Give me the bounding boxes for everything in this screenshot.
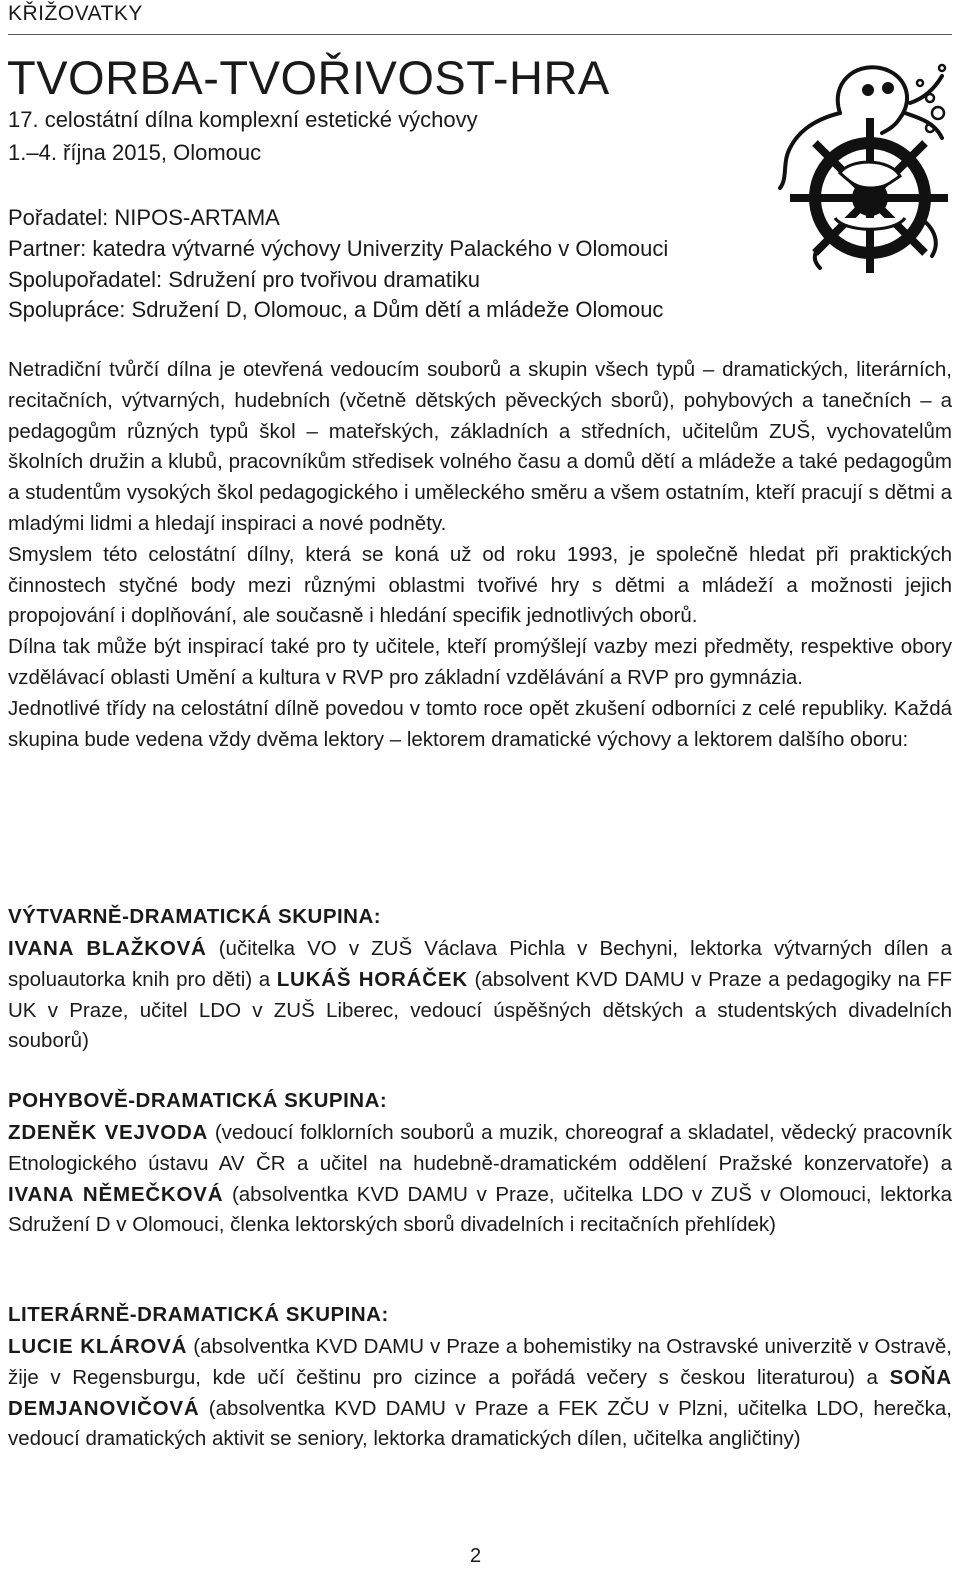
organizer-line: Pořadatel: NIPOS-ARTAMA	[8, 205, 280, 230]
lector-name: SOŇA DEMJANOVIČOVÁ	[8, 1365, 952, 1420]
lector-name: LUCIE KLÁROVÁ	[8, 1335, 188, 1358]
intro-text	[8, 355, 952, 755]
group-body-literary-drama	[8, 1332, 952, 1455]
group-title-literary-drama: LITERÁRNĚ-DRAMATICKÁ SKUPINA:	[8, 1303, 389, 1326]
co-organizer-line: Spolupořadatel: Sdružení pro tvořivou dramatiku	[8, 266, 481, 292]
lector-name: ZDENĚK VEJVODA	[8, 1121, 209, 1144]
intro-paragraph: Netradiční tvůrčí dílna je otevřená vedoucím souborů a skupin všech typů – dramatických, literárních, recitačních, výtvarných, hudebních (včetně dětských pěveckých sborů), pohybových a tanečních – a pedagogům různých typů škol – mateřských, základních a středních, učitelům ZUŠ, vychovatelům školních družin a klubů, pracovníkům středisek volného času a domů dětí a mládeže a také pedagogům a studentům vysokých škol pedagogického i uměleckého směru a všem ostatním, kteří pracují s dětmi a mladými lidmi a hledají inspiraci a nové podněty.	[8, 358, 952, 535]
lector-name: IVANA NĚMEČKOVÁ	[8, 1182, 224, 1206]
group-title-visual-drama: VÝTVARNĚ-DRAMATICKÁ SKUPINA:	[8, 905, 382, 928]
cooperation-line: Spolupráce: Sdružení D, Olomouc, a Dům dětí a mládeže Olomouc	[8, 297, 664, 323]
event-dates: 1.–4. října 2015, Olomouc	[8, 140, 262, 165]
intro-paragraph: Dílna tak může být inspirací také pro ty učitele, kteří promýšlejí vazby mezi předměty, respektive obory vzdělávací oblasti Umění a kultura v RVP pro základní vzdělávání a RVP pro gymnázia.	[8, 635, 952, 689]
page-number: 2	[470, 1545, 482, 1567]
section-header	[8, 0, 952, 35]
event-subtitle: 17. celostátní dílna komplexní estetické výchovy	[8, 107, 478, 132]
octopus-wheel-logo	[770, 58, 950, 273]
lector-name: LUKÁŠ HORÁČEK	[276, 967, 468, 991]
group-body-visual-drama	[8, 934, 952, 1057]
lector-bio: (vedoucí folklorních souborů a muzik, choreograf a skladatel, vědecký pracovník Etnologického ústavu AV ČR a učitel na hudebně-dramatickém oddělení Pražské konzervatoře) a	[8, 1121, 952, 1175]
lector-bio: (absolvent KVD DAMU v Praze a pedagogiky na FF UK v Praze, učitel LDO v ZUŠ Liberec, vedoucí úspěšných dětských a studentských divadelních souborů)	[8, 967, 952, 1053]
lector-bio: (absolventka KVD DAMU v Praze a FEK ZČU v Plzni, učitelka LDO, herečka, vedoucí dramatických aktivit se seniory, lektorka dramatických dílen, učitelka angličtiny)	[8, 1396, 952, 1451]
lector-name: IVANA BLAŽKOVÁ	[8, 937, 207, 960]
lector-bio: (absolventka KVD DAMU v Praze, učitelka LDO v ZUŠ v Olomouci, lektorka Sdružení D v Olomouci, členka lektorských sborů divadelních i recitačních přehlídek)	[8, 1182, 952, 1237]
intro-paragraph: Jednotlivé třídy na celostátní dílně povedou v tomto roce opět zkušení odborníci z celé republiky. Každá skupina bude vedena vždy dvěma lektory – lektorem dramatické výchovy a lektorem dalšího oboru:	[8, 696, 952, 751]
group-body-movement-drama	[8, 1118, 952, 1241]
page-title: TVORBA-TVOŘIVOST-HRA	[7, 51, 610, 104]
organizers-block	[8, 203, 668, 326]
group-title-movement-drama: POHYBOVĚ-DRAMATICKÁ SKUPINA:	[8, 1089, 388, 1112]
partner-line: Partner: katedra výtvarné výchovy Univerzity Palackého v Olomouci	[8, 235, 669, 261]
section-label: KŘIŽOVATKY	[8, 2, 143, 25]
intro-paragraph: Smyslem této celostátní dílny, která se koná už od roku 1993, je společně hledat při praktických činnostech styčné body mezi různými oblastmi tvořivé hry s dětmi a mládeží a možnosti jejich propojování i doplňování, ale současně i hledání specifik jednotlivých oborů.	[8, 542, 952, 628]
lector-bio: (učitelka VO v ZUŠ Václava Pichla v Bechyni, lektorka výtvarných dílen a spoluautorka knih pro děti) a	[8, 937, 952, 991]
lector-bio: (absolventka KVD DAMU v Praze a bohemistiky na Ostravské univerzitě v Ostravě, žije v Regensburgu, kde učí češtinu pro cizince a pořádá večery s českou literaturou) a	[8, 1335, 952, 1389]
